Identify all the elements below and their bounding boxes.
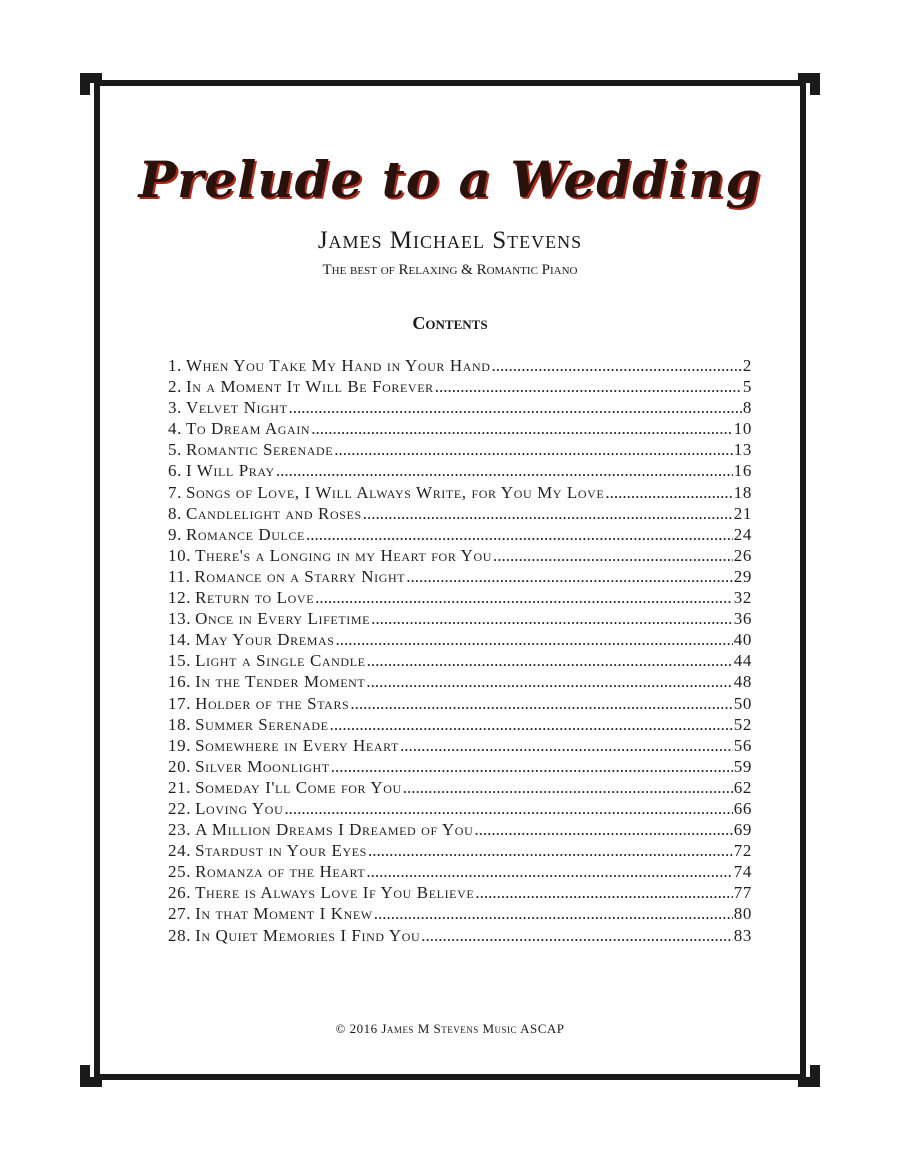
toc-entry-page: 50 [733, 693, 752, 713]
toc-dot-leader [406, 567, 733, 587]
toc-entry-number: 27. [168, 904, 192, 924]
toc-entry[interactable] [168, 651, 752, 672]
toc-entry-number: 19. [168, 735, 192, 755]
toc-entry-title: In Quiet Memories I Find You [195, 925, 421, 945]
toc-entry-page: 16 [733, 461, 752, 481]
toc-entry-number: 26. [168, 883, 192, 903]
toc-entry-title: I Will Pray [185, 461, 275, 481]
toc-entry[interactable] [168, 883, 752, 904]
toc-entry-number: 16. [168, 672, 192, 692]
toc-entry[interactable] [168, 672, 752, 693]
toc-dot-leader [492, 356, 742, 376]
toc-entry-page: 52 [733, 714, 752, 734]
toc-entry-title: Romance on a Starry Night [194, 566, 406, 586]
toc-entry-page: 83 [733, 925, 752, 945]
toc-entry-number: 22. [168, 798, 192, 818]
toc-dot-leader [403, 778, 733, 798]
toc-entry-page: 24 [733, 524, 752, 544]
toc-entry-title: Velvet Night [185, 398, 288, 418]
toc-entry-title: Light a Single Candle [195, 651, 366, 671]
copyright-notice: © 2016 James M Stevens Music ASCAP [335, 1021, 565, 1036]
toc-entry[interactable] [168, 483, 752, 504]
toc-entry-page: 26 [733, 545, 752, 565]
toc-entry-page: 56 [733, 735, 752, 755]
toc-entry-title: In the Tender Moment [195, 672, 366, 692]
toc-entry-title: Romantic Serenade [185, 440, 334, 460]
toc-entry-page: 74 [733, 862, 752, 882]
toc-entry-number: 9. [168, 524, 182, 544]
toc-entry-number: 10. [168, 545, 192, 565]
toc-entry-page: 40 [733, 630, 752, 650]
toc-entry-title: Songs of Love, I Will Always Write, for You My Love [185, 482, 605, 502]
toc-dot-leader [334, 440, 733, 460]
toc-dot-leader [367, 651, 733, 671]
toc-dot-leader [331, 757, 733, 777]
toc-dot-leader [350, 694, 732, 714]
toc-dot-leader [306, 525, 733, 545]
toc-entry-page: 59 [733, 756, 752, 776]
toc-entry-number: 2. [168, 377, 182, 397]
toc-entry-page: 62 [733, 777, 752, 797]
toc-entry-title: Candlelight and Roses [185, 503, 362, 523]
toc-dot-leader [276, 461, 733, 481]
toc-entry[interactable] [168, 546, 752, 567]
toc-dot-leader [363, 504, 733, 524]
toc-dot-leader [371, 609, 733, 629]
toc-entry-title: Loving You [195, 798, 284, 818]
toc-entry-title: May Your Dremas [195, 630, 335, 650]
toc-entry[interactable] [168, 419, 752, 440]
toc-entry-page: 80 [733, 904, 752, 924]
book-title: Prelude to a Wedding [138, 150, 762, 209]
toc-entry-number: 6. [168, 461, 182, 481]
toc-entry-number: 17. [168, 693, 192, 713]
toc-entry-page: 66 [733, 798, 752, 818]
toc-entry[interactable] [168, 778, 752, 799]
toc-entry-title: Summer Serenade [195, 714, 329, 734]
toc-entry-number: 18. [168, 714, 192, 734]
book-subtitle: The best of Relaxing & Romantic Piano [322, 262, 578, 278]
toc-entry-title: Return to Love [195, 588, 315, 608]
toc-entry[interactable] [168, 461, 752, 482]
toc-entry-title: To Dream Again [185, 419, 311, 439]
toc-entry-title: In a Moment It Will Be Forever [185, 377, 434, 397]
toc-entry-title: Romanza of the Heart [195, 862, 366, 882]
toc-entry-page: 21 [733, 503, 752, 523]
toc-entry[interactable] [168, 588, 752, 609]
toc-dot-leader [366, 862, 732, 882]
toc-entry[interactable] [168, 504, 752, 525]
toc-entry-page: 44 [733, 651, 752, 671]
toc-entry[interactable] [168, 377, 752, 398]
toc-entry[interactable] [168, 609, 752, 630]
toc-entry-number: 23. [168, 820, 192, 840]
border-corner-bottom-right [810, 1077, 820, 1087]
toc-dot-leader [474, 820, 732, 840]
toc-dot-leader [289, 398, 742, 418]
toc-entry-page: 77 [733, 883, 752, 903]
toc-entry-page: 18 [733, 482, 752, 502]
toc-entry-number: 3. [168, 398, 182, 418]
toc-entry-title: Once in Every Lifetime [195, 609, 371, 629]
toc-entry-number: 12. [168, 588, 192, 608]
toc-entry-title: There is Always Love If You Believe [195, 883, 475, 903]
toc-entry-page: 10 [733, 419, 752, 439]
toc-dot-leader [493, 546, 733, 566]
toc-entry-title: Stardust in Your Eyes [195, 841, 367, 861]
toc-entry-number: 20. [168, 756, 192, 776]
toc-entry-number: 11. [168, 566, 191, 586]
toc-entry[interactable] [168, 567, 752, 588]
toc-entry-number: 8. [168, 503, 182, 523]
toc-dot-leader [368, 841, 733, 861]
toc-entry-title: Someday I'll Come for You [195, 777, 402, 797]
toc-entry-page: 72 [733, 841, 752, 861]
toc-dot-leader [311, 419, 733, 439]
toc-dot-leader [435, 377, 742, 397]
toc-entry-title: When You Take My Hand in Your Hand [185, 356, 491, 375]
toc-entry-page: 36 [733, 609, 752, 629]
toc-entry[interactable] [168, 525, 752, 546]
toc-dot-leader [475, 883, 732, 903]
toc-entry[interactable] [168, 356, 752, 377]
toc-entry[interactable] [168, 862, 752, 883]
toc-dot-leader [284, 799, 732, 819]
toc-entry-page: 13 [733, 440, 752, 460]
toc-entry-page: 2 [742, 356, 752, 375]
toc-entry-number: 25. [168, 862, 192, 882]
border-corner-top-right [810, 73, 820, 83]
contents-heading: Contents [412, 313, 488, 333]
toc-entry-number: 21. [168, 777, 192, 797]
toc-dot-leader [366, 672, 732, 692]
toc-dot-leader [336, 630, 733, 650]
toc-dot-leader [421, 926, 733, 946]
toc-entry-title: There's a Longing in my Heart for You [195, 545, 493, 565]
toc-entry[interactable] [168, 630, 752, 651]
toc-entry[interactable] [168, 904, 752, 925]
toc-entry-page: 29 [733, 566, 752, 586]
toc-entry-number: 5. [168, 440, 182, 460]
toc-entry-page: 5 [742, 377, 752, 397]
toc-entry-page: 8 [742, 398, 752, 418]
composer-name: James Michael Stevens [317, 227, 583, 254]
toc-entry[interactable] [168, 398, 752, 419]
toc-entry-title: In that Moment I Knew [195, 904, 373, 924]
toc-entry-number: 4. [168, 419, 182, 439]
toc-entry-number: 28. [168, 925, 192, 945]
toc-entry-number: 24. [168, 841, 192, 861]
toc-entry[interactable] [168, 820, 752, 841]
toc-entry[interactable] [168, 757, 752, 778]
toc-entry[interactable] [168, 694, 752, 715]
toc-entry-number: 14. [168, 630, 192, 650]
toc-dot-leader [315, 588, 733, 608]
toc-entry-number: 1. [168, 356, 182, 375]
border-corner-top-left [80, 73, 90, 83]
toc-entry-page: 48 [733, 672, 752, 692]
toc-entry-number: 13. [168, 609, 192, 629]
toc-entry[interactable] [168, 841, 752, 862]
toc-entry-number: 15. [168, 651, 192, 671]
toc-entry[interactable] [168, 799, 752, 820]
toc-dot-leader [605, 483, 732, 503]
toc-entry[interactable] [168, 440, 752, 461]
toc-entry-page: 69 [733, 820, 752, 840]
toc-entry-title: Somewhere in Every Heart [195, 735, 399, 755]
toc-dot-leader [330, 715, 733, 735]
toc-entry-title: Romance Dulce [185, 524, 305, 544]
toc-entry-title: Silver Moonlight [195, 756, 330, 776]
toc-entry[interactable] [168, 926, 752, 947]
toc-entry[interactable] [168, 736, 752, 757]
toc-dot-leader [400, 736, 733, 756]
table-of-contents [168, 356, 752, 947]
toc-entry-title: A Million Dreams I Dreamed of You [195, 820, 474, 840]
toc-dot-leader [374, 904, 733, 924]
border-corner-bottom-left [80, 1077, 90, 1087]
toc-entry-page: 32 [733, 588, 752, 608]
toc-entry-number: 7. [168, 482, 182, 502]
toc-entry-title: Holder of the Stars [195, 693, 350, 713]
toc-entry[interactable] [168, 715, 752, 736]
